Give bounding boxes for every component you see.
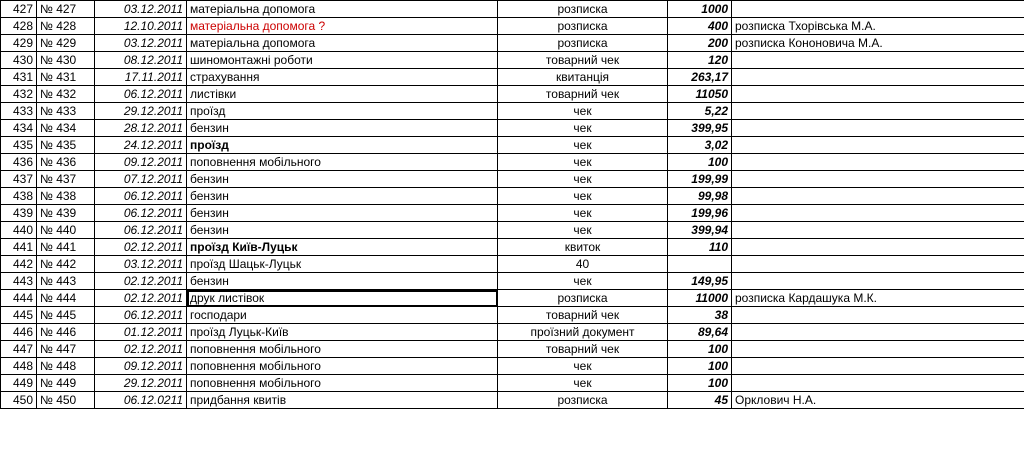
table-row (1, 35, 1024, 52)
document-type-cell[interactable]: розписка (498, 18, 668, 35)
table-row (1, 341, 1024, 358)
document-code-cell[interactable]: № 435 (37, 137, 95, 154)
description-cell[interactable]: листівки (187, 86, 498, 103)
description-cell[interactable]: проїзд (187, 103, 498, 120)
date-cell[interactable]: 17.11.2011 (95, 69, 187, 86)
description-cell[interactable]: поповнення мобільного (187, 358, 498, 375)
note-cell[interactable] (732, 239, 1024, 256)
amount-cell[interactable]: 99,98 (668, 188, 732, 205)
description-cell[interactable]: бензин (187, 171, 498, 188)
document-type-cell[interactable]: розписка (498, 1, 668, 18)
description-cell[interactable]: бензин (187, 188, 498, 205)
row-number-cell[interactable]: 439 (1, 205, 37, 222)
description-cell[interactable]: матеріальна допомога (187, 1, 498, 18)
description-cell[interactable]: бензин (187, 222, 498, 239)
amount-cell[interactable]: 399,94 (668, 222, 732, 239)
table-row (1, 273, 1024, 290)
note-cell[interactable] (732, 222, 1024, 239)
document-code-cell[interactable]: № 450 (37, 392, 95, 409)
row-number-cell[interactable]: 433 (1, 103, 37, 120)
note-cell[interactable] (732, 307, 1024, 324)
description-cell[interactable]: страхування (187, 69, 498, 86)
date-cell[interactable]: 03.12.2011 (95, 1, 187, 18)
amount-cell[interactable]: 110 (668, 239, 732, 256)
description-cell[interactable]: проїзд Шацьк-Луцьк (187, 256, 498, 273)
table-row (1, 18, 1024, 35)
document-code-cell[interactable]: № 428 (37, 18, 95, 35)
description-cell[interactable]: проїзд Луцьк-Київ (187, 324, 498, 341)
note-cell[interactable]: розписка Тхорівська М.А. (732, 18, 1024, 35)
table-row (1, 324, 1024, 341)
document-code-cell[interactable]: № 427 (37, 1, 95, 18)
row-number-cell[interactable]: 446 (1, 324, 37, 341)
row-number-cell[interactable]: 440 (1, 222, 37, 239)
row-number-cell[interactable]: 442 (1, 256, 37, 273)
amount-cell[interactable]: 400 (668, 18, 732, 35)
document-type-cell[interactable]: чек (498, 222, 668, 239)
document-code-cell[interactable]: № 443 (37, 273, 95, 290)
row-number-cell[interactable]: 448 (1, 358, 37, 375)
document-type-cell[interactable]: товарний чек (498, 86, 668, 103)
document-code-cell[interactable]: № 442 (37, 256, 95, 273)
row-number-cell[interactable]: 437 (1, 171, 37, 188)
amount-cell[interactable]: 11000 (668, 290, 732, 307)
document-type-cell[interactable]: розписка (498, 392, 668, 409)
row-number-cell[interactable]: 430 (1, 52, 37, 69)
document-code-cell[interactable]: № 438 (37, 188, 95, 205)
document-type-cell[interactable]: чек (498, 188, 668, 205)
description-cell[interactable]: бензин (187, 205, 498, 222)
date-cell[interactable]: 06.12.2011 (95, 222, 187, 239)
note-cell[interactable] (732, 358, 1024, 375)
document-code-cell[interactable]: № 439 (37, 205, 95, 222)
table-row (1, 188, 1024, 205)
amount-cell[interactable]: 45 (668, 392, 732, 409)
table-row (1, 256, 1024, 273)
spreadsheet-body (1, 1, 1024, 409)
amount-cell[interactable]: 3,02 (668, 137, 732, 154)
row-number-cell[interactable]: 450 (1, 392, 37, 409)
row-number-cell[interactable]: 447 (1, 341, 37, 358)
amount-cell[interactable]: 100 (668, 154, 732, 171)
table-row (1, 205, 1024, 222)
amount-cell[interactable]: 89,64 (668, 324, 732, 341)
document-code-cell[interactable]: № 448 (37, 358, 95, 375)
document-type-cell[interactable]: розписка (498, 290, 668, 307)
table-row (1, 103, 1024, 120)
document-type-cell[interactable]: чек (498, 375, 668, 392)
date-cell[interactable]: 02.12.2011 (95, 290, 187, 307)
note-cell[interactable] (732, 137, 1024, 154)
table-row (1, 1, 1024, 18)
document-type-cell[interactable]: чек (498, 273, 668, 290)
row-number-cell[interactable]: 427 (1, 1, 37, 18)
table-row (1, 171, 1024, 188)
document-type-cell[interactable]: чек (498, 154, 668, 171)
date-cell[interactable]: 09.12.2011 (95, 358, 187, 375)
amount-cell[interactable]: 199,96 (668, 205, 732, 222)
date-cell[interactable]: 07.12.2011 (95, 171, 187, 188)
date-cell[interactable]: 12.10.2011 (95, 18, 187, 35)
row-number-cell[interactable]: 431 (1, 69, 37, 86)
document-type-cell[interactable]: квиток (498, 239, 668, 256)
amount-cell[interactable]: 11050 (668, 86, 732, 103)
amount-cell[interactable]: 120 (668, 52, 732, 69)
amount-cell[interactable]: 5,22 (668, 103, 732, 120)
description-cell-selected[interactable]: друк листівок (187, 290, 498, 307)
table-row (1, 392, 1024, 409)
note-cell[interactable]: розписка Кононовича М.А. (732, 35, 1024, 52)
amount-cell[interactable]: 100 (668, 375, 732, 392)
note-cell[interactable] (732, 205, 1024, 222)
note-cell[interactable]: розписка Кардашука М.К. (732, 290, 1024, 307)
description-cell[interactable]: матеріальна допомога ? (187, 18, 498, 35)
description-cell[interactable]: проїзд (187, 137, 498, 154)
table-row (1, 69, 1024, 86)
document-type-cell[interactable]: квитанція (498, 69, 668, 86)
document-type-cell[interactable]: розписка (498, 35, 668, 52)
date-cell[interactable]: 08.12.2011 (95, 52, 187, 69)
date-cell[interactable]: 03.12.2011 (95, 35, 187, 52)
amount-cell[interactable]: 1000 (668, 1, 732, 18)
description-cell[interactable]: придбання квитів (187, 392, 498, 409)
document-type-cell[interactable]: товарний чек (498, 307, 668, 324)
document-code-cell[interactable]: № 429 (37, 35, 95, 52)
row-number-cell[interactable]: 435 (1, 137, 37, 154)
note-cell[interactable] (732, 324, 1024, 341)
document-code-cell[interactable]: № 449 (37, 375, 95, 392)
note-cell[interactable] (732, 171, 1024, 188)
amount-cell[interactable]: 263,17 (668, 69, 732, 86)
document-type-cell[interactable]: чек (498, 205, 668, 222)
document-code-cell[interactable]: № 446 (37, 324, 95, 341)
document-type-cell[interactable]: чек (498, 171, 668, 188)
date-cell[interactable]: 06.12.2011 (95, 307, 187, 324)
date-cell[interactable]: 28.12.2011 (95, 120, 187, 137)
table-row (1, 120, 1024, 137)
table-row (1, 52, 1024, 69)
description-cell[interactable]: поповнення мобільного (187, 375, 498, 392)
document-type-cell[interactable]: чек (498, 358, 668, 375)
amount-cell[interactable]: 199,99 (668, 171, 732, 188)
description-cell[interactable]: бензин (187, 120, 498, 137)
table-row (1, 137, 1024, 154)
amount-cell[interactable]: 38 (668, 307, 732, 324)
document-code-cell[interactable]: № 434 (37, 120, 95, 137)
table-row (1, 307, 1024, 324)
date-cell[interactable]: 06.12.2011 (95, 188, 187, 205)
document-type-cell[interactable]: чек (498, 103, 668, 120)
date-cell[interactable]: 02.12.2011 (95, 239, 187, 256)
row-number-cell[interactable]: 441 (1, 239, 37, 256)
row-number-cell[interactable]: 428 (1, 18, 37, 35)
document-type-cell[interactable]: чек (498, 137, 668, 154)
date-cell[interactable]: 02.12.2011 (95, 341, 187, 358)
note-cell[interactable] (732, 341, 1024, 358)
table-row (1, 375, 1024, 392)
description-cell[interactable]: матеріальна допомога (187, 35, 498, 52)
document-code-cell[interactable]: № 447 (37, 341, 95, 358)
row-number-cell[interactable]: 432 (1, 86, 37, 103)
amount-cell[interactable]: 100 (668, 341, 732, 358)
table-row (1, 358, 1024, 375)
table-row (1, 86, 1024, 103)
table-row (1, 290, 1024, 307)
date-cell[interactable]: 03.12.2011 (95, 256, 187, 273)
document-code-cell[interactable]: № 432 (37, 86, 95, 103)
document-type-cell[interactable]: 40 (498, 256, 668, 273)
date-cell[interactable]: 06.12.2011 (95, 205, 187, 222)
row-number-cell[interactable]: 449 (1, 375, 37, 392)
note-cell[interactable] (732, 120, 1024, 137)
note-cell[interactable] (732, 103, 1024, 120)
note-cell[interactable] (732, 1, 1024, 18)
document-code-cell[interactable]: № 431 (37, 69, 95, 86)
note-cell[interactable] (732, 154, 1024, 171)
document-code-cell[interactable]: № 436 (37, 154, 95, 171)
amount-cell[interactable]: 149,95 (668, 273, 732, 290)
date-cell[interactable]: 09.12.2011 (95, 154, 187, 171)
row-number-cell[interactable]: 443 (1, 273, 37, 290)
note-cell[interactable] (732, 273, 1024, 290)
description-cell[interactable]: бензин (187, 273, 498, 290)
amount-cell[interactable]: 200 (668, 35, 732, 52)
row-number-cell[interactable]: 436 (1, 154, 37, 171)
date-cell[interactable]: 24.12.2011 (95, 137, 187, 154)
row-number-cell[interactable]: 434 (1, 120, 37, 137)
amount-cell[interactable] (668, 256, 732, 273)
row-number-cell[interactable]: 445 (1, 307, 37, 324)
date-cell[interactable]: 06.12.0211 (95, 392, 187, 409)
date-cell[interactable]: 02.12.2011 (95, 273, 187, 290)
document-type-cell[interactable]: товарний чек (498, 341, 668, 358)
description-cell[interactable]: поповнення мобільного (187, 154, 498, 171)
document-code-cell[interactable]: № 441 (37, 239, 95, 256)
note-cell[interactable] (732, 256, 1024, 273)
amount-cell[interactable]: 100 (668, 358, 732, 375)
note-cell[interactable] (732, 375, 1024, 392)
description-cell[interactable]: проїзд Київ-Луцьк (187, 239, 498, 256)
document-type-cell[interactable]: товарний чек (498, 52, 668, 69)
note-cell[interactable]: Орклович Н.А. (732, 392, 1024, 409)
note-cell[interactable] (732, 69, 1024, 86)
table-row (1, 154, 1024, 171)
note-cell[interactable] (732, 86, 1024, 103)
row-number-cell[interactable]: 444 (1, 290, 37, 307)
date-cell[interactable]: 29.12.2011 (95, 375, 187, 392)
document-code-cell[interactable]: № 437 (37, 171, 95, 188)
description-cell[interactable]: поповнення мобільного (187, 341, 498, 358)
note-cell[interactable] (732, 52, 1024, 69)
document-code-cell[interactable]: № 440 (37, 222, 95, 239)
description-cell[interactable]: господари (187, 307, 498, 324)
table-row (1, 239, 1024, 256)
date-cell[interactable]: 06.12.2011 (95, 86, 187, 103)
date-cell[interactable]: 01.12.2011 (95, 324, 187, 341)
description-cell[interactable]: шиномонтажні роботи (187, 52, 498, 69)
row-number-cell[interactable]: 429 (1, 35, 37, 52)
document-type-cell[interactable]: проїзний документ (498, 324, 668, 341)
document-type-cell[interactable]: чек (498, 120, 668, 137)
note-cell[interactable] (732, 188, 1024, 205)
document-code-cell[interactable]: № 444 (37, 290, 95, 307)
document-code-cell[interactable]: № 433 (37, 103, 95, 120)
document-code-cell[interactable]: № 430 (37, 52, 95, 69)
table-row (1, 222, 1024, 239)
date-cell[interactable]: 29.12.2011 (95, 103, 187, 120)
row-number-cell[interactable]: 438 (1, 188, 37, 205)
document-code-cell[interactable]: № 445 (37, 307, 95, 324)
amount-cell[interactable]: 399,95 (668, 120, 732, 137)
